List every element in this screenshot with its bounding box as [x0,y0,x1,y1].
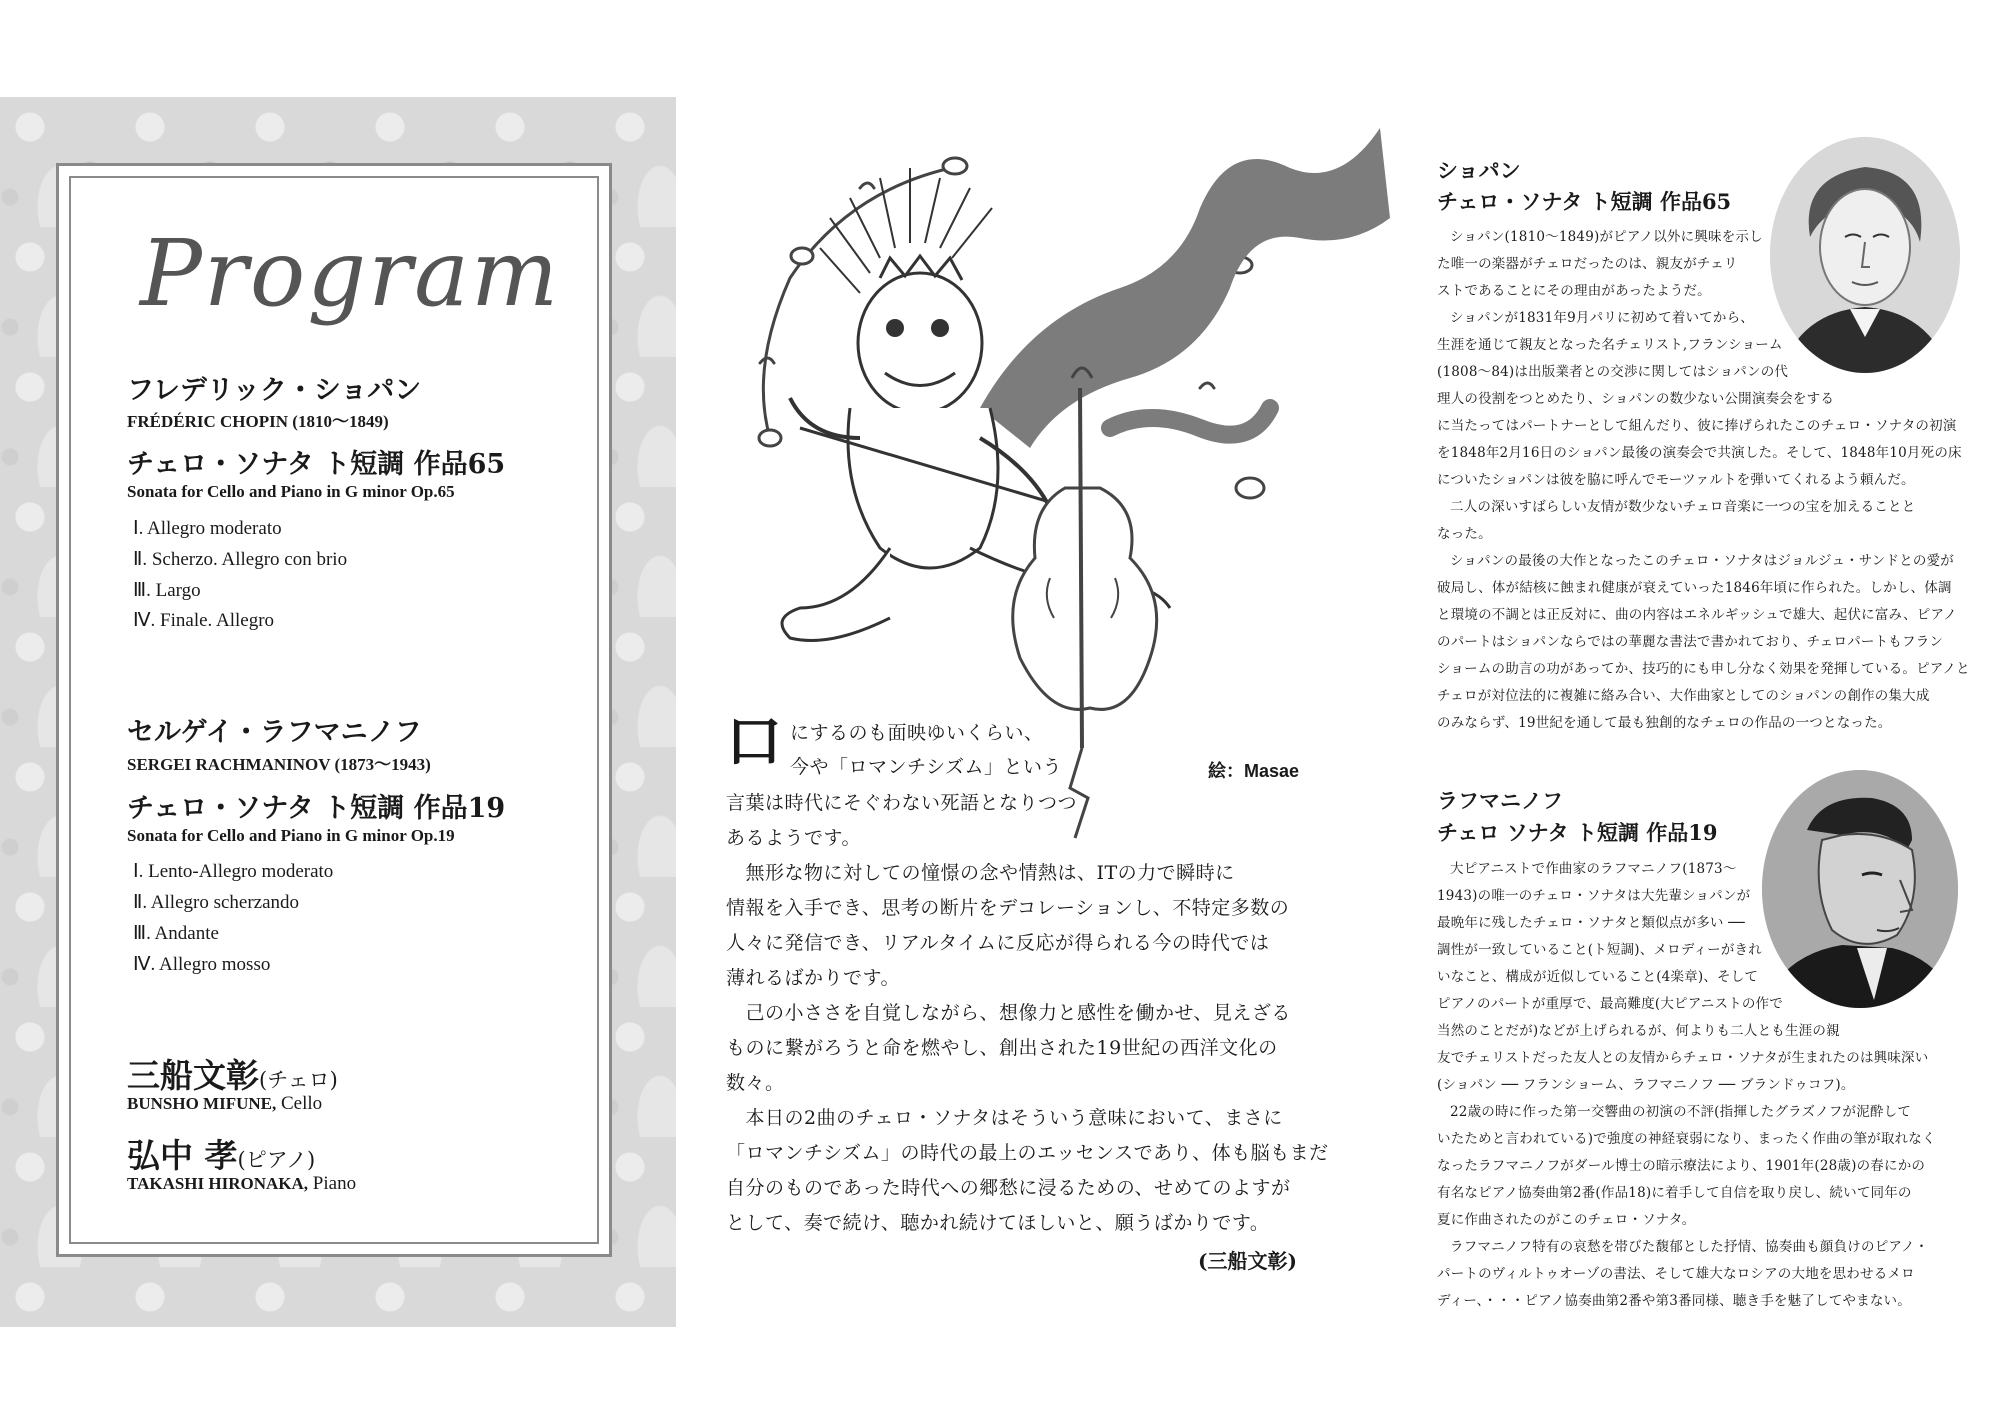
chopin-note-line: のみならず、19世紀を通して最も独創的なチェロの作品の一つとなった。 [1437,715,1892,731]
composer2-movement: Ⅳ. Allegro mosso [133,954,271,975]
composer1-movement: Ⅰ. Allegro moderato [133,518,282,539]
rachmaninov-note-line: 調性が一致していること(ト短調)、メロディーがきれ [1437,942,1762,958]
composer1-movement: Ⅳ. Finale. Allegro [133,610,275,631]
rachmaninov-note-line: (ショパン ── フランショーム、ラフマニノフ ── ブランドゥコフ)。 [1437,1077,1855,1093]
chopin-note-line: と環境の不調とは正反対に、曲の内容はエネルギッシュで雄大、起伏に富み、ピアノ [1437,607,1957,623]
rachmaninov-note-line: いなこと、構成が近似していること(4楽章)、そして [1437,969,1759,985]
chopin-heading: ショパン [1437,158,1521,183]
composer2-movement: Ⅲ. Andante [133,923,219,944]
essay-line: あるようです。 [726,827,861,849]
chopin-portrait-image [1770,137,1960,373]
essay-line: にするのも面映ゆいくらい、 [790,722,1044,744]
essay-line: 「ロマンチシズム」の時代の最上のエッセンスであり、体も脳もまだ [726,1142,1329,1164]
performer1-role-jp: (チェロ) [259,1068,338,1092]
performer2-name [127,1130,315,1177]
rachmaninov-note-line: 1943)の唯一のチェロ・ソナタは大先輩ショパンが [1437,888,1751,904]
essay-line: 人々に発信でき、リアルタイムに反応が得られる今の時代では [726,932,1270,954]
essay-line: 数々。 [726,1072,785,1094]
essay-line: 言葉は時代にそぐわない死語となりつつ [726,792,1078,814]
performer2-name-jp: 弘中 孝 [127,1136,238,1175]
rachmaninov-portrait-image [1762,770,1958,1008]
rachmaninov-note-line: 大ピアニストで作曲家のラフマニノフ(1873〜 [1450,861,1737,877]
essay-dropcap: 口 [726,709,782,775]
rachmaninov-note-line: パートのヴィルトゥオーゾの書法、そして雄大なロシアの大地を思わせるメロ [1437,1266,1915,1282]
performer1-name-en: BUNSHO MIFUNE, [127,1094,277,1113]
composer1-name-en: FRÉDÉRIC CHOPIN (1810〜1849) [127,412,389,431]
chopin-note-line: (1808〜84)は出版業者との交渉に関してはショパンの代 [1437,364,1789,380]
composer2-work-jp: チェロ・ソナタ ト短調 作品19 [127,793,506,824]
essay-line: 己の小ささを自覚しながら、想像力と感性を働かせ、見えざる [726,1002,1291,1024]
composer1-work-en: Sonata for Cello and Piano in G minor Op.65 [127,482,455,501]
chopin-note-line: に当たってはパートナーとして組んだり、彼に捧げられたこのチェロ・ソナタの初演 [1437,418,1957,434]
rachmaninov-heading: ラフマニノフ [1437,788,1563,813]
performer2-role-en: Piano [308,1173,357,1194]
composer1-name-jp: フレデリック・ショパン [127,375,422,406]
chopin-note-line: 生涯を通じて親友となった名チェリスト,フランショーム [1437,337,1783,353]
composer2-name-en: SERGEI RACHMANINOV (1873〜1943) [127,755,431,774]
performer1-name-jp: 三船文彰 [127,1056,259,1095]
performer1-name-en-line [127,1093,322,1115]
chopin-note-line: チェロが対位法的に複雑に絡み合い、大作曲家としてのショパンの創作の集大成 [1437,688,1930,704]
rachmaninov-portrait [1762,770,1958,1008]
rachmaninov-work-heading: チェロ ソナタ ト短調 作品19 [1437,820,1718,845]
performer2-name-en-line [127,1173,356,1195]
chopin-note-line: なった。 [1437,526,1492,542]
chopin-note-line: ショパンが1831年9月パリに初めて着いてから、 [1450,310,1754,326]
essay-signature: (三船文彰) [1198,1249,1297,1273]
rachmaninov-note-line: ピアノのパートが重厚で、最高難度(大ピアニストの作で [1437,996,1783,1012]
chopin-note-line: ショパン(1810〜1849)がピアノ以外に興味を示し [1450,229,1763,245]
composer1-work-jp: チェロ・ソナタ ト短調 作品65 [127,449,506,480]
chopin-note-line: 理人の役割をつとめたり、ショパンの数少ない公開演奏会をする [1437,391,1835,407]
performer1-role-en: Cello [276,1093,323,1114]
essay-line: 本日の2曲のチェロ・ソナタはそういう意味において、まさに [726,1107,1283,1129]
composer2-work-en: Sonata for Cello and Piano in G minor Op.19 [127,826,455,845]
essay-line: 自分のものであった時代への郷愁に浸るための、せめてのよすが [726,1177,1291,1199]
essay-line: ものに繋がろうと命を燃やし、創出された19世紀の西洋文化の [726,1037,1278,1059]
program-title: Program [140,220,561,327]
chopin-note-line: ショームの助言の功があってか、技巧的にも申し分なく効果を発揮している。ピアノと [1437,661,1970,677]
rachmaninov-note-line: 22歳の時に作った第一交響曲の初演の不評(指揮したグラズノフが泥酔して [1450,1104,1912,1120]
chopin-portrait [1770,137,1960,373]
essay-line: 情報を入手でき、思考の断片をデコレーションし、不特定多数の [726,897,1290,919]
performer2-name-en: TAKASHI HIRONAKA, [127,1174,309,1193]
essay-line: 薄れるばかりです。 [726,967,900,989]
rachmaninov-note-line: いたためと言われている)で強度の神経衰弱になり、まったく作曲の筆が取れなく [1437,1131,1936,1147]
rachmaninov-note-line: 当然のことだが)などが上げられるが、何よりも二人とも生涯の親 [1437,1023,1840,1039]
rachmaninov-note-line: 友でチェリストだった友人との友情からチェロ・ソナタが生まれたのは興味深い [1437,1050,1929,1066]
rachmaninov-note-line: 有名なピアノ協奏曲第2番(作品18)に着手して自信を取り戻し、続いて同年の [1437,1185,1912,1201]
essay-line: 今や「ロマンチシズム」という [790,756,1063,778]
chopin-work-heading: チェロ・ソナタ ト短調 作品65 [1437,189,1732,214]
composer1-movement: Ⅲ. Largo [133,580,201,601]
rachmaninov-note-line: 最晩年に残したチェロ・ソナタと類似点が多い ── [1437,915,1745,931]
rachmaninov-note-line: 夏に作曲されたのがこのチェロ・ソナタ。 [1437,1212,1696,1228]
essay-line: として、奏で続け、聴かれ続けてほしいと、願うばかりです。 [726,1212,1270,1234]
chopin-note-line: 二人の深いすばらしい友情が数少ないチェロ音楽に一つの宝を加えることと [1450,499,1916,515]
composer1-movement: Ⅱ. Scherzo. Allegro con brio [133,549,348,570]
chopin-note-line: についたショパンは彼を脇に呼んでモーツァルトを弾いてくれるよう頼んだ。 [1437,472,1915,488]
essay-line: 無形な物に対しての憧憬の念や情熱は、ITの力で瞬時に [726,862,1235,884]
chopin-note-line: た唯一の楽器がチェロだったのは、親友がチェリ [1437,256,1738,272]
rachmaninov-note-line: ディー、・・・ピアノ協奏曲第2番や第3番同様、聴き手を魅了してやまない。 [1437,1293,1911,1309]
rachmaninov-note-line: ラフマニノフ特有の哀愁を帯びた馥郁とした抒情、協奏曲も顔負けのピアノ・ [1450,1239,1929,1255]
rachmaninov-note-line: なったラフマニノフがダール博士の暗示療法により、1901年(28歳)の春にかの [1437,1158,1926,1174]
composer2-movement: Ⅰ. Lento-Allegro moderato [133,861,334,882]
illustration-credit: 絵：Masae [1208,761,1300,781]
chopin-note-line: のパートはショパンならではの華麗な書法で書かれており、チェロパートもフラン [1437,634,1944,650]
chopin-note-line: 破局し、体が結核に蝕まれ健康が衰えていった1846年頃に作られた。しかし、体調 [1437,580,1952,596]
performer1-name [127,1050,338,1097]
chopin-note-line: ショパンの最後の大作となったこのチェロ・ソナタはジョルジュ・サンドとの愛が [1450,553,1954,569]
chopin-note-line: を1848年2月16日のショパン最後の演奏会で共演した。そして、1848年10月死の床 [1437,445,1962,461]
composer2-name-jp: セルゲイ・ラフマニノフ [127,717,422,748]
chopin-note-line: ストであることにその理由があったようだ。 [1437,283,1711,299]
performer2-role-jp: (ピアノ) [237,1148,316,1172]
composer2-movement: Ⅱ. Allegro scherzando [133,892,300,913]
